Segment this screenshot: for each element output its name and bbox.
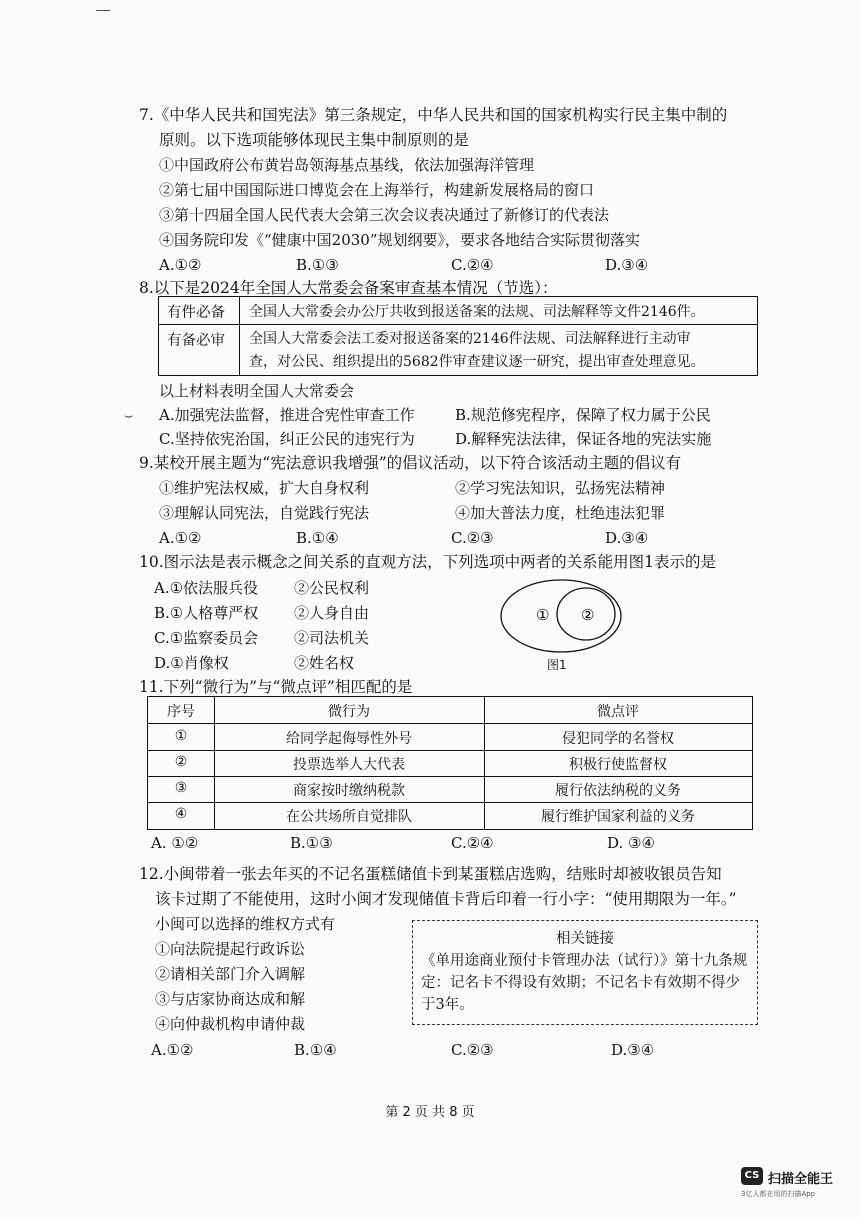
q9-item-3: ③理解认同宪法，自觉践行宪法 — [159, 504, 370, 522]
q9-option-d: D.③④ — [605, 529, 649, 547]
q8-table-divider — [159, 324, 757, 325]
q10-option-d-1: D.①肖像权 — [154, 654, 229, 672]
q8-table — [158, 296, 758, 376]
q8-table-val-2b: 查，对公民、组织提出的5682件审查建议逐一研究，提出审查处理意见。 — [249, 354, 705, 370]
q11-option-a: A. ①② — [151, 834, 199, 852]
q10-option-c-2: ②司法机关 — [294, 629, 370, 647]
scan-mark — [96, 10, 110, 11]
q11-table-row-line-1 — [148, 723, 752, 724]
q12-option-d: D.③④ — [611, 1041, 655, 1059]
q8-table-val-1: 全国人大常委会办公厅共收到报送备案的法规、司法解释等文件2146件。 — [249, 304, 705, 320]
q7-stem-line1: 7.《中华人民共和国宪法》第三条规定，中华人民共和国的国家机构实行民主集中制的 — [139, 106, 728, 124]
q11-row-3-behavior: 商家按时缴纳税款 — [293, 783, 405, 799]
venn-label-2: ② — [581, 606, 595, 624]
q9-item-2: ②学习宪法知识，弘扬宪法精神 — [455, 479, 666, 497]
q11-row-1-behavior: 给同学起侮辱性外号 — [286, 731, 412, 747]
q12-item-4: ④向仲裁机构申请仲裁 — [155, 1015, 306, 1033]
q8-option-b: B.规范修宪程序，保障了权力属于公民 — [455, 406, 711, 424]
q8-stem: 8.以下是2024年全国人大常委会备案审查基本情况（节选）： — [139, 279, 558, 297]
q12-option-c: C.②③ — [451, 1041, 494, 1059]
q8-table-key-1: 有件必备 — [167, 305, 225, 321]
q7-option-a: A.①② — [159, 256, 202, 274]
q11-header-no: 序号 — [167, 704, 195, 720]
venn-label-1: ① — [536, 606, 550, 624]
q11-table-row-line-4 — [148, 802, 752, 803]
q7-option-b: B.①③ — [296, 256, 339, 274]
q12-question: 小闽可以选择的维权方式有 — [155, 915, 336, 933]
q11-row-4-comment: 履行维护国家利益的义务 — [541, 809, 695, 825]
q7-option-d: D.③④ — [605, 256, 649, 274]
watermark-tagline: 3亿人都在用的扫描App — [741, 1190, 816, 1198]
q11-row-3-comment: 履行依法纳税的义务 — [555, 783, 681, 799]
q7-item-4: ④国务院印发《“健康中国2030”规划纲要》，要求各地结合实际贯彻落实 — [159, 231, 641, 249]
q10-stem: 10.图示法是表示概念之间关系的直观方法，下列选项中两者的关系能用图1表示的是 — [139, 553, 717, 571]
watermark-app-name: 扫描全能王 — [768, 1172, 834, 1187]
q12-stem-line1: 12.小闽带着一张去年买的不记名蛋糕储值卡到某蛋糕店选购，结账时却被收银员告知 — [139, 865, 722, 883]
q11-row-4-behavior: 在公共场所自觉排队 — [286, 809, 412, 825]
q10-option-a-1: A.①依法服兵役 — [154, 579, 259, 597]
q11-table — [147, 696, 753, 830]
q11-header-comment: 微点评 — [597, 704, 639, 720]
q7-item-2: ②第七届中国国际进口博览会在上海举行，构建新发展格局的窗口 — [159, 181, 595, 199]
q9-stem: 9.某校开展主题为“宪法意识我增强”的倡议活动，以下符合该活动主题的倡议有 — [139, 454, 682, 472]
q12-item-3: ③与店家协商达成和解 — [155, 990, 306, 1008]
q12-item-1: ①向法院提起行政诉讼 — [155, 940, 306, 958]
q7-option-c: C.②④ — [451, 256, 494, 274]
q12-option-a: A.①② — [151, 1041, 194, 1059]
q11-row-1-comment: 侵犯同学的名誉权 — [562, 731, 674, 747]
q8-table-val-2a: 全国人大常委会法工委对报送备案的2146件法规、司法解释进行主动审 — [249, 331, 691, 347]
q11-table-row-line-2 — [148, 750, 752, 751]
q9-option-b: B.①④ — [296, 529, 339, 547]
q11-row-3-no: ③ — [174, 780, 188, 796]
q10-option-a-2: ②公民权利 — [294, 579, 370, 597]
q10-option-b-2: ②人身自由 — [294, 604, 370, 622]
q8-option-a: A.加强宪法监督，推进合宪性审查工作 — [159, 406, 415, 424]
q11-row-1-no: ① — [174, 728, 188, 744]
q8-question: 以上材料表明全国人大常委会 — [159, 382, 355, 400]
q10-option-d-2: ②姓名权 — [294, 654, 355, 672]
figure-1-caption: 图1 — [547, 658, 567, 672]
q11-table-row-line-3 — [148, 776, 752, 777]
related-link-title: 相关链接 — [556, 931, 614, 947]
page-number-footer: 第 2 页 共 8 页 — [385, 1105, 475, 1120]
q11-option-c: C.②④ — [451, 834, 494, 852]
q12-stem-line2: 该卡过期了不能使用，这时小闽才发现储值卡背后印着一行小字：“使用期限为一年。” — [155, 890, 737, 908]
q11-row-4-no: ④ — [174, 806, 188, 822]
q11-row-2-behavior: 投票选举人大代表 — [293, 757, 405, 773]
q11-stem: 11.下列“微行为”与“微点评”相匹配的是 — [139, 678, 413, 696]
q9-option-a: A.①② — [159, 529, 202, 547]
q12-option-b: B.①④ — [294, 1041, 337, 1059]
q11-header-behavior: 微行为 — [328, 704, 370, 720]
q11-option-b: B.①③ — [290, 834, 333, 852]
figure-1-venn-diagram — [496, 576, 626, 656]
q8-option-c: C.坚持依宪治国，纠正公民的违宪行为 — [159, 430, 415, 448]
q8-option-d: D.解释宪法法律，保证各地的宪法实施 — [455, 430, 712, 448]
q7-stem-line2: 原则。以下选项能够体现民主集中制原则的是 — [159, 131, 470, 149]
camscanner-logo-icon: CS — [741, 1167, 763, 1185]
q9-item-4: ④加大普法力度，杜绝违法犯罪 — [455, 504, 666, 522]
q12-related-link-box — [412, 920, 758, 1025]
venn-outer-circle — [501, 580, 621, 652]
q9-option-c: C.②③ — [451, 529, 494, 547]
q10-option-c-1: C.①监察委员会 — [154, 629, 259, 647]
q12-item-2: ②请相关部门介入调解 — [155, 965, 306, 983]
q9-item-1: ①维护宪法权威，扩大自身权利 — [159, 479, 370, 497]
q11-row-2-comment: 积极行使监督权 — [569, 757, 667, 773]
related-link-body: 《单用途商业预付卡管理办法（试行）》第十九条规定：记名卡不得设有效期；不记名卡有效期不得少于3年。 — [421, 953, 748, 1013]
q7-item-3: ③第十四届全国人民代表大会第三次会议表决通过了新修订的代表法 — [159, 206, 610, 224]
q8-table-key-2: 有备必审 — [167, 333, 225, 349]
q11-row-2-no: ② — [174, 754, 188, 770]
q11-option-d: D. ③④ — [607, 834, 655, 852]
pen-mark: ⌣ — [124, 408, 134, 424]
q10-option-b-1: B.①人格尊严权 — [154, 604, 259, 622]
q7-item-1: ①中国政府公布黄岩岛领海基点基线，依法加强海洋管理 — [159, 156, 535, 174]
